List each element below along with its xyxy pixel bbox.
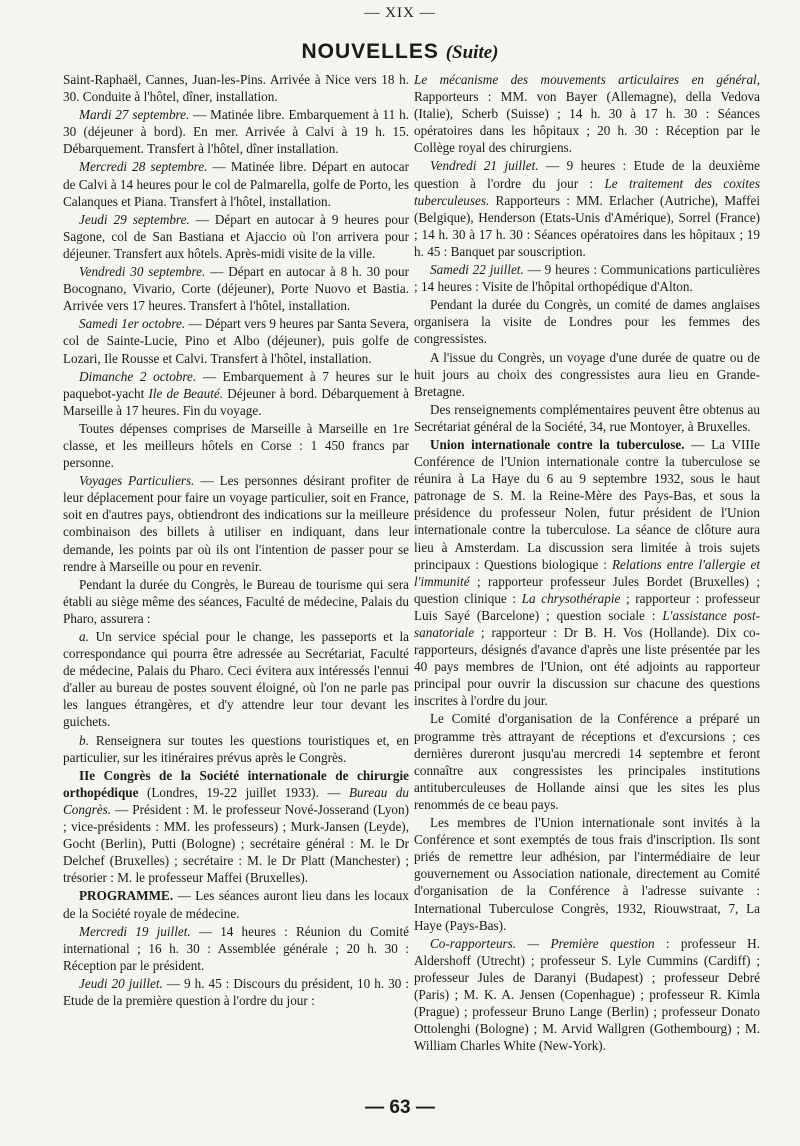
body-text: : professeur H. Aldershoff (Utrecht) ; professeur S. Lyle Cummins (Cardiff) ; professeur Jules de Daranyi (Budapest) ; professeur Debré (Paris) ; M. K. A. Jensen (Copenhague) ; professeur R. Kimla (Prague) ; professeur Bruno Lange (Berlin) ; professeur Donato Ottolenghi (Bologne) ; M. Arvid Wallgren (Gothembourg) ; M. William Charles White (New-York). [414,935,760,1054]
left-paragraph [63,576,409,627]
italic-text: Mardi 27 septembre. [79,107,190,123]
left-paragraph [63,767,409,887]
left-paragraph [63,71,409,105]
italic-text: Bureau du Congrès. [63,784,409,817]
italic-text: Le traitement des coxites tuberculeuses. [414,175,760,208]
body-text: Rapporteurs : MM. von Bayer (Allemagne), della Vedova (Italie), Scherb (Suisse) ; 14 h. 30 à 17 h. 30 : Séances opératoires dans les hôpitaux ; 20 h. 30 : Réception par le Collège royal des chirurgiens. [414,89,760,156]
right-paragraph [414,349,760,400]
left-paragraph [63,472,409,575]
body-text: ; rapporteur professeur Jules Bordet (Bruxelles) ; question clinique : [414,573,760,606]
left-paragraph [63,106,409,157]
body-text: — 9 heures : Communications particulières ; 14 heures : Visite de l'hôpital orthopédique d'Alton. [414,262,760,295]
right-column [414,71,760,1055]
body-text: — Matinée libre. Départ en autocar de Calvi à 14 heures pour le col de Palmarella, golfe de Porto, les Calanques et Piana. Transfert à l'hôtel, installation. [63,159,409,209]
body-text: Rapporteurs : MM. Erlacher (Autriche), Maffei (Belgique), Henderson (Etats-Unis d'Amérique), Sorrel (France) ; 14 h. 30 à 17 h. 30 : Séances opératoires dans les hôpitaux ; 19 h. 45 : Banquet par souscription. [414,192,760,259]
left-paragraph [63,158,409,209]
italic-text: Ile de Beauté. [148,385,224,401]
body-text: Renseignera sur toutes les questions touristiques et, en particulier, sur les itinéraires prévus après le Congrès. [63,732,409,765]
right-paragraph [414,436,760,710]
body-text: A l'issue du Congrès, un voyage d'une durée de quatre ou de huit jours au choix des congressistes aura lieu en Grande-Bretagne. [414,349,760,399]
left-paragraph [63,420,409,471]
body-text: (Londres, 19-22 juillet 1933). — [138,784,349,800]
italic-text: Mercredi 28 septembre. [79,159,208,175]
right-paragraph [414,261,760,295]
left-paragraph [63,315,409,366]
body-text: ; rapporteur : Dr B. H. Vos (Hollande). Dix co-rapporteurs, désignés d'avance d'après une liste présentée par les 40 pays membres de l'Union, ont été adjoints au rapporteur principal pour ouvrir la discussion sur chacune des questions inscrites à l'ordre du jour. [414,625,760,709]
italic-text: Mercredi 19 juillet. [79,923,191,939]
body-text: Pendant la durée du Congrès, le Bureau de tourisme qui sera établi au siège même des séances, Faculté de médecine, Palais du Pharo, assurera : [63,576,409,626]
page-title [0,40,800,64]
title-text: NOUVELLES [301,40,439,63]
italic-text: Relations entre l'allergie et l'immunité [414,556,760,589]
body-text: Les membres de l'Union internationale sont invités à la Conférence et sont exemptés de tous frais d'inscription. Ils sont priés de remettre leur adhésion, par l'intermédiaire de leur gouvernement ou Association nationale, directement au Comité d'organisation de la Conférence à l'adresse suivante : International Tuberculose Congrès, 1932, Riouwstraat, 7, La Haye (Pays-Bas). [414,815,760,933]
italic-text: Voyages Particuliers. [79,473,195,489]
body-text: Des renseignements complémentaires peuvent être obtenus au Secrétariat général de la Société, 34, rue Montoyer, à Bruxelles. [414,401,760,434]
body-text: Toutes dépenses comprises de Marseille à Marseille en 1re classe, et les meilleurs hôtels en Corse : 1 450 francs par personne. [63,420,409,471]
body-text: — Président : M. le professeur Nové-Josserand (Lyon) ; vice-présidents : MM. les professeurs) ; Murk-Jansen (Leyde), Gocht (Berlin), Putti (Bologne) ; secrétaire général : M. le Dr Delchef (Bruxelles) ; secrétaire : M. le Dr Platt (Manchester) ; trésorier : M. le professeur Maffei (Bruxelles). [63,801,409,886]
italic-text: Co-rapporteurs. — Première question [430,935,655,951]
italic-text: a. [79,629,89,644]
body-text: Saint-Raphaël, Cannes, Juan-les-Pins. Arrivée à Nice vers 18 h. 30. Conduite à l'hôtel, dîner, installation. [63,72,409,105]
body-text: — 9 h. 45 : Discours du président, 10 h. 30 : Etude de la première question à l'ordre du jour : [63,975,409,1008]
body-text: Le Comité d'organisation de la Conférence a préparé un programme très attrayant de réceptions et d'excursions ; ces dernières dureront jusqu'au mercredi 14 septembre et feront connaître aux congressistes les principales institutions antituberculeuses de Hollande ainsi que les sites les plus renommés de ce beau pays. [414,711,760,812]
right-paragraph [414,710,760,813]
body-text: Pendant la durée du Congrès, un comité de dames anglaises organisera la visite de Londres pour les femmes des congressistes. [414,297,760,347]
italic-text: Dimanche 2 octobre. [79,368,197,384]
page-number: — 63 — [365,1097,435,1118]
italic-text: Jeudi 20 juillet. [79,975,163,991]
left-paragraph [63,732,409,766]
body-text: — Matinée libre. Embarquement à 11 h. 30 (déjeuner à bord). En mer. Arrivée à Calvi à 19 h. 15. Débarquement. Transfert à l'hôtel, dîner installation. [63,107,409,157]
right-paragraph [414,71,760,156]
bold-heading: PROGRAMME. [79,888,174,904]
title-suite: (Suite) [445,42,499,63]
body-text: — Les personnes désirant profiter de leur déplacement pour faire un voyage particulier, soit en France, soit en d'autres pays, obtiendront des indications sur la meilleure combinaison des billets à utiliser en indiquant, dans leur demande, les points par où ils ont l'intention de passer pour se rendre à Marseille ou pour en revenir. [63,473,409,574]
bold-heading: Union internationale contre la tuberculose. [430,436,685,452]
body-text: — 14 heures : Réunion du Comité international ; 16 h. 30 : Assemblée générale ; 20 h. 30 : Réception par le président. [63,923,409,973]
left-paragraph [63,975,409,1009]
right-paragraph [414,157,760,260]
italic-text: Samedi 1er octobre. [79,316,186,332]
left-paragraph [63,628,409,731]
left-paragraph [63,263,409,314]
body-text: — Départ en autocar à 9 heures pour Sagone, col de San Bastiana et Ajaccio où l'on arrivera pour déjeuner. Transfert aux hôtels. Après-midi visite de la ville. [63,211,409,261]
body-text: — Embarquement à 7 heures sur le paquebot-yacht [63,368,409,401]
italic-text: Vendredi 30 septembre. [79,264,206,280]
body-text: — Départ en autocar à 8 h. 30 pour Bocognano, Vivario, Corte (déjeuner), Porte Nuovo et Bastia. Arrivée vers 17 heures. Transfert à l'hôtel, installation. [63,264,409,314]
italic-text: b. [79,732,89,748]
page-header-roman: — XIX — [364,5,436,21]
body-text: — La VIIIe Conférence de l'Union internationale contre la tuberculose se réunira à La Haye du 6 au 9 septembre 1932, sous le haut patronage de S. M. la Reine-Mère des Pays-Bas, et sous la présidence du professeur Nolen, futur président de l'Union internationale contre la tuberculose. La séance de clôture aura lieu à Amsterdam. La discussion sera limitée à trois sujets principaux : Questions biologique : [414,436,760,572]
body-text: Déjeuner à bord. Débarquement à Marseille à 17 heures. Fin du voyage. [63,385,409,418]
body-text: — Les séances auront lieu dans les locaux de la Société royale de médecine. [63,888,409,921]
left-paragraph [63,211,409,262]
italic-text: L'assistance post-sanatoriale [414,607,760,640]
right-paragraph [414,296,760,347]
left-column [63,71,409,1010]
body-text: Un service spécial pour le change, les passeports et la correspondance qui pourra être adressée au Secrétariat, Faculté de médecine, Palais du Pharo. Ceci évitera aux intéressés l'ennui d'aller au bureau de postes souvent éloigné, où l'on ne parle pas les langues étrangères, et d'y attendre leur tour devant les guichets. [63,629,409,730]
left-paragraph [63,923,409,974]
right-paragraph [414,401,760,435]
italic-text: La chrysothérapie [521,590,621,606]
italic-text: Jeudi 29 septembre. [79,211,190,227]
right-paragraph [414,935,760,1055]
italic-text: Vendredi 21 juillet. [430,158,539,174]
italic-text: Samedi 22 juillet. [430,262,524,278]
body-text: — 9 heures : Etude de la deuxième question à l'ordre du jour : [414,158,760,191]
right-paragraph [414,814,760,934]
body-text: — Départ vers 9 heures par Santa Severa, col de Sainte-Lucie, Pino et Albo (déjeuner), puis golfe de Lozari, Ile Rousse et Calvi. Transfert à l'hôtel, installation. [63,316,409,366]
body-text: ; rapporteur : professeur Luis Sayé (Barcelone) ; question sociale : [414,590,760,623]
left-paragraph [63,887,409,921]
left-paragraph [63,368,409,419]
italic-text: Le mécanisme des mouvements articulaires en général, [414,72,760,87]
bold-heading: IIe Congrès de la Société internationale de chirurgie orthopédique [63,767,409,800]
